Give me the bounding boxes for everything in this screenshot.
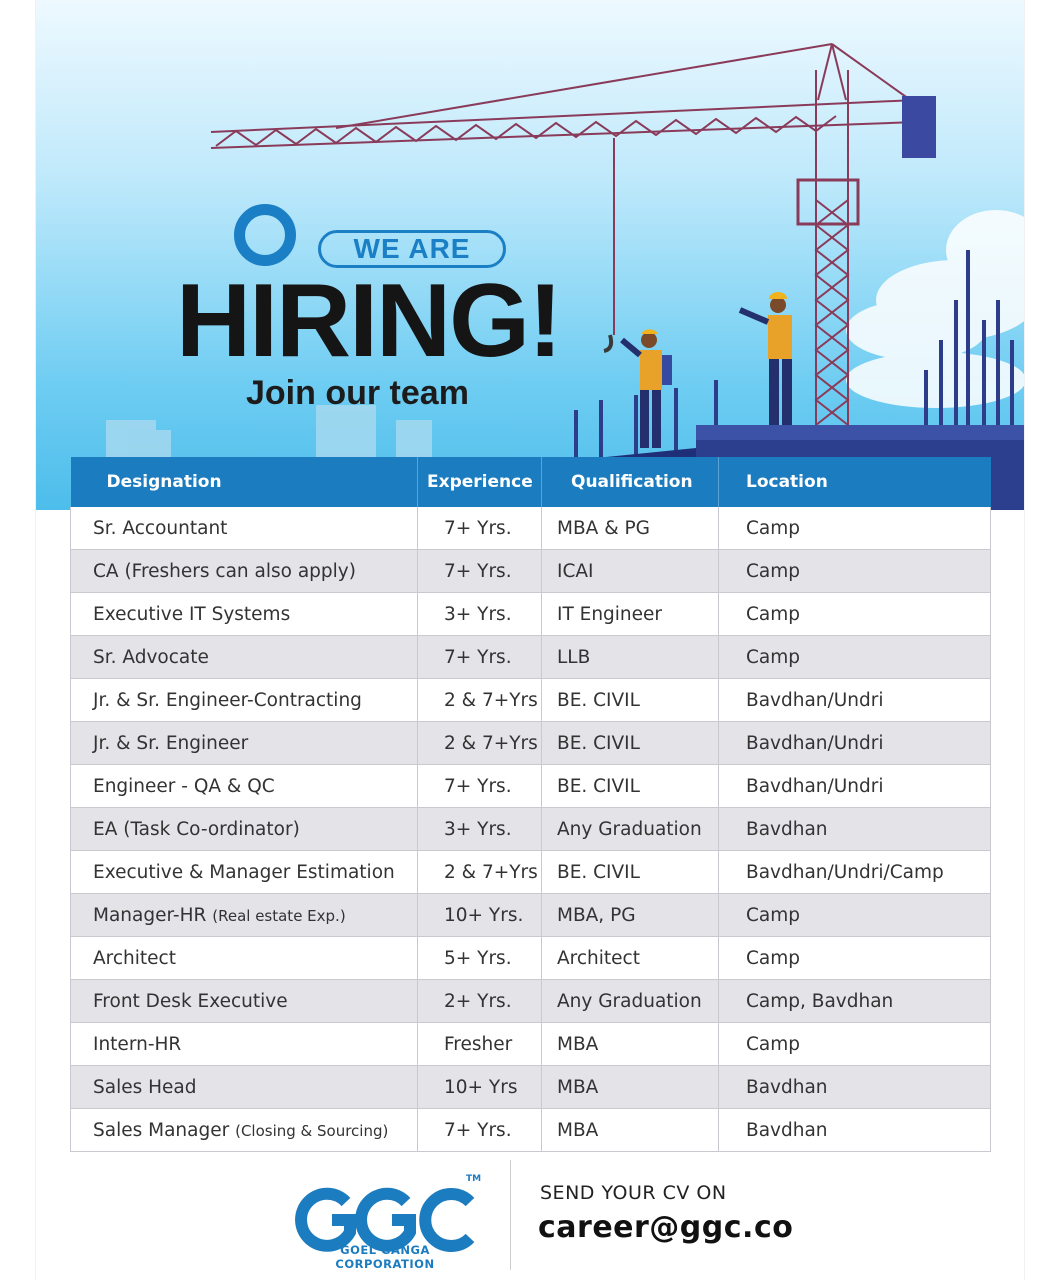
location-cell xyxy=(719,851,991,894)
designation-cell xyxy=(71,765,418,808)
table-row xyxy=(71,722,991,765)
location-cell xyxy=(719,722,991,765)
designation-cell-text: Jr. & Sr. Engineer-Contracting xyxy=(93,689,362,711)
experience-cell xyxy=(418,593,542,636)
experience-cell-text: 3+ Yrs. xyxy=(444,818,512,840)
experience-cell-text: 2+ Yrs. xyxy=(444,990,512,1012)
table-row xyxy=(71,765,991,808)
header-designation: Designation xyxy=(71,457,418,507)
experience-cell xyxy=(418,1066,542,1109)
table-row xyxy=(71,851,991,894)
experience-cell xyxy=(418,507,542,550)
location-cell-text: Bavdhan/Undri/Camp xyxy=(746,861,944,883)
qualification-cell xyxy=(542,1066,719,1109)
experience-cell xyxy=(418,937,542,980)
experience-cell-text: 7+ Yrs. xyxy=(444,517,512,539)
qualification-cell-text: MBA & PG xyxy=(557,517,650,539)
hiring-title: HIRING! xyxy=(176,263,561,379)
qualification-cell xyxy=(542,1023,719,1066)
designation-cell-text: Sr. Advocate xyxy=(93,646,209,668)
location-cell xyxy=(719,550,991,593)
qualification-cell xyxy=(542,722,719,765)
jobs-table xyxy=(70,457,991,1152)
table-header-row xyxy=(71,457,991,507)
designation-cell-text: Intern-HR xyxy=(93,1033,182,1055)
qualification-cell-text: IT Engineer xyxy=(557,603,663,625)
designation-cell xyxy=(71,851,418,894)
location-cell-text: Camp, Bavdhan xyxy=(746,990,894,1012)
designation-cell xyxy=(71,1109,418,1152)
experience-cell-text: Fresher xyxy=(444,1033,513,1055)
table-row xyxy=(71,593,991,636)
qualification-cell xyxy=(542,507,719,550)
experience-cell-text: 2 & 7+Yrs xyxy=(444,689,538,711)
experience-cell xyxy=(418,722,542,765)
qualification-cell-text: MBA xyxy=(557,1033,599,1055)
location-cell-text: Bavdhan/Undri xyxy=(746,775,884,797)
qualification-cell-text: Architect xyxy=(557,947,640,969)
location-cell-text: Camp xyxy=(746,646,801,668)
qualification-cell xyxy=(542,550,719,593)
experience-cell-text: 10+ Yrs xyxy=(444,1076,518,1098)
experience-cell-text: 7+ Yrs. xyxy=(444,1119,512,1141)
experience-cell-text: 7+ Yrs. xyxy=(444,646,512,668)
table-row xyxy=(71,980,991,1023)
experience-cell xyxy=(418,894,542,937)
designation-cell xyxy=(71,1066,418,1109)
qualification-cell-text: MBA xyxy=(557,1076,599,1098)
career-email-link[interactable]: career@ggc.co xyxy=(538,1210,794,1245)
table-row xyxy=(71,550,991,593)
location-cell-text: Bavdhan/Undri xyxy=(746,732,884,754)
designation-cell xyxy=(71,679,418,722)
qualification-cell-text: BE. CIVIL xyxy=(557,689,640,711)
location-cell-text: Bavdhan xyxy=(746,1119,828,1141)
header-location: Location xyxy=(719,457,991,507)
experience-cell-text: 5+ Yrs. xyxy=(444,947,512,969)
send-cv-label: SEND YOUR CV ON xyxy=(540,1182,727,1204)
trademark-mark: TM xyxy=(466,1174,482,1184)
experience-cell xyxy=(418,679,542,722)
experience-cell-text: 3+ Yrs. xyxy=(444,603,512,625)
hiring-headline xyxy=(176,200,596,420)
location-cell xyxy=(719,894,991,937)
footer xyxy=(36,1150,1024,1270)
worker-icon xyxy=(622,329,672,448)
designation-cell-text: Sales Head xyxy=(93,1076,197,1098)
designation-cell xyxy=(71,722,418,765)
qualification-cell xyxy=(542,636,719,679)
designation-cell-text: CA (Freshers can also apply) xyxy=(93,560,356,582)
designation-cell-text: Jr. & Sr. Engineer xyxy=(93,732,249,754)
qualification-cell-text: MBA, PG xyxy=(557,904,636,926)
location-cell xyxy=(719,980,991,1023)
qualification-cell-text: Any Graduation xyxy=(557,818,702,840)
experience-cell xyxy=(418,765,542,808)
location-cell-text: Camp xyxy=(746,904,801,926)
location-cell xyxy=(719,507,991,550)
table-row xyxy=(71,507,991,550)
experience-cell xyxy=(418,1109,542,1152)
footer-divider xyxy=(510,1160,511,1270)
qualification-cell xyxy=(542,808,719,851)
location-cell xyxy=(719,679,991,722)
location-cell-text: Camp xyxy=(746,560,801,582)
qualification-cell xyxy=(542,593,719,636)
hook-icon xyxy=(604,335,611,351)
table-row xyxy=(71,1066,991,1109)
qualification-cell-text: BE. CIVIL xyxy=(557,775,640,797)
location-cell xyxy=(719,808,991,851)
header-experience: Experience xyxy=(418,457,542,507)
experience-cell xyxy=(418,1023,542,1066)
location-cell xyxy=(719,636,991,679)
worker-icon xyxy=(740,292,792,425)
qualification-cell xyxy=(542,765,719,808)
designation-cell xyxy=(71,980,418,1023)
designation-cell xyxy=(71,894,418,937)
location-cell-text: Bavdhan xyxy=(746,1076,828,1098)
experience-cell xyxy=(418,980,542,1023)
we-are-badge: WE ARE xyxy=(318,230,506,268)
table-row xyxy=(71,937,991,980)
table-row xyxy=(71,808,991,851)
ring-icon xyxy=(234,204,296,266)
qualification-cell xyxy=(542,937,719,980)
experience-cell-text: 2 & 7+Yrs xyxy=(444,861,538,883)
location-cell xyxy=(719,1023,991,1066)
designation-cell xyxy=(71,593,418,636)
designation-cell-text: Architect xyxy=(93,947,176,969)
qualification-cell xyxy=(542,851,719,894)
designation-cell-text: Sales Manager xyxy=(93,1119,236,1141)
hero-banner xyxy=(36,0,1024,510)
table-row xyxy=(71,679,991,722)
designation-cell-text: Engineer - QA & QC xyxy=(93,775,275,797)
tagline: Join our team xyxy=(246,374,469,412)
qualification-cell xyxy=(542,980,719,1023)
location-cell xyxy=(719,593,991,636)
designation-cell-text: Sr. Accountant xyxy=(93,517,228,539)
designation-cell-text: Executive IT Systems xyxy=(93,603,291,625)
location-cell-text: Camp xyxy=(746,517,801,539)
qualification-cell xyxy=(542,1109,719,1152)
qualification-cell-text: ICAI xyxy=(557,560,594,582)
qualification-cell-text: BE. CIVIL xyxy=(557,861,640,883)
table-row xyxy=(71,1109,991,1152)
experience-cell xyxy=(418,550,542,593)
location-cell xyxy=(719,1109,991,1152)
designation-cell xyxy=(71,808,418,851)
counterweight xyxy=(902,96,936,158)
designation-cell-text: Executive & Manager Estimation xyxy=(93,861,395,883)
experience-cell-text: 2 & 7+Yrs xyxy=(444,732,538,754)
designation-cell-text: Manager-HR xyxy=(93,904,213,926)
location-cell-text: Camp xyxy=(746,1033,801,1055)
qualification-cell-text: LLB xyxy=(557,646,591,668)
location-cell-text: Bavdhan xyxy=(746,818,828,840)
experience-cell xyxy=(418,636,542,679)
table-row xyxy=(71,894,991,937)
location-cell xyxy=(719,1066,991,1109)
qualification-cell-text: MBA xyxy=(557,1119,599,1141)
designation-cell xyxy=(71,937,418,980)
qualification-cell xyxy=(542,679,719,722)
company-name: GOEL GANGA CORPORATION xyxy=(335,1243,435,1271)
designation-note: (Real estate Exp.) xyxy=(212,906,346,925)
designation-cell xyxy=(71,507,418,550)
designation-note: (Closing & Sourcing) xyxy=(235,1121,389,1140)
location-cell-text: Bavdhan/Undri xyxy=(746,689,884,711)
qualification-cell-text: Any Graduation xyxy=(557,990,702,1012)
experience-cell-text: 7+ Yrs. xyxy=(444,775,512,797)
designation-cell-text: Front Desk Executive xyxy=(93,990,288,1012)
location-cell-text: Camp xyxy=(746,947,801,969)
experience-cell-text: 7+ Yrs. xyxy=(444,560,512,582)
qualification-cell xyxy=(542,894,719,937)
qualification-cell-text: BE. CIVIL xyxy=(557,732,640,754)
table-row xyxy=(71,1023,991,1066)
designation-cell xyxy=(71,636,418,679)
location-cell xyxy=(719,937,991,980)
designation-cell xyxy=(71,1023,418,1066)
experience-cell-text: 10+ Yrs. xyxy=(444,904,524,926)
header-qualification: Qualification xyxy=(542,457,719,507)
designation-cell-text: EA (Task Co-ordinator) xyxy=(93,818,300,840)
designation-cell xyxy=(71,550,418,593)
location-cell-text: Camp xyxy=(746,603,801,625)
location-cell xyxy=(719,765,991,808)
table-row xyxy=(71,636,991,679)
experience-cell xyxy=(418,851,542,894)
experience-cell xyxy=(418,808,542,851)
